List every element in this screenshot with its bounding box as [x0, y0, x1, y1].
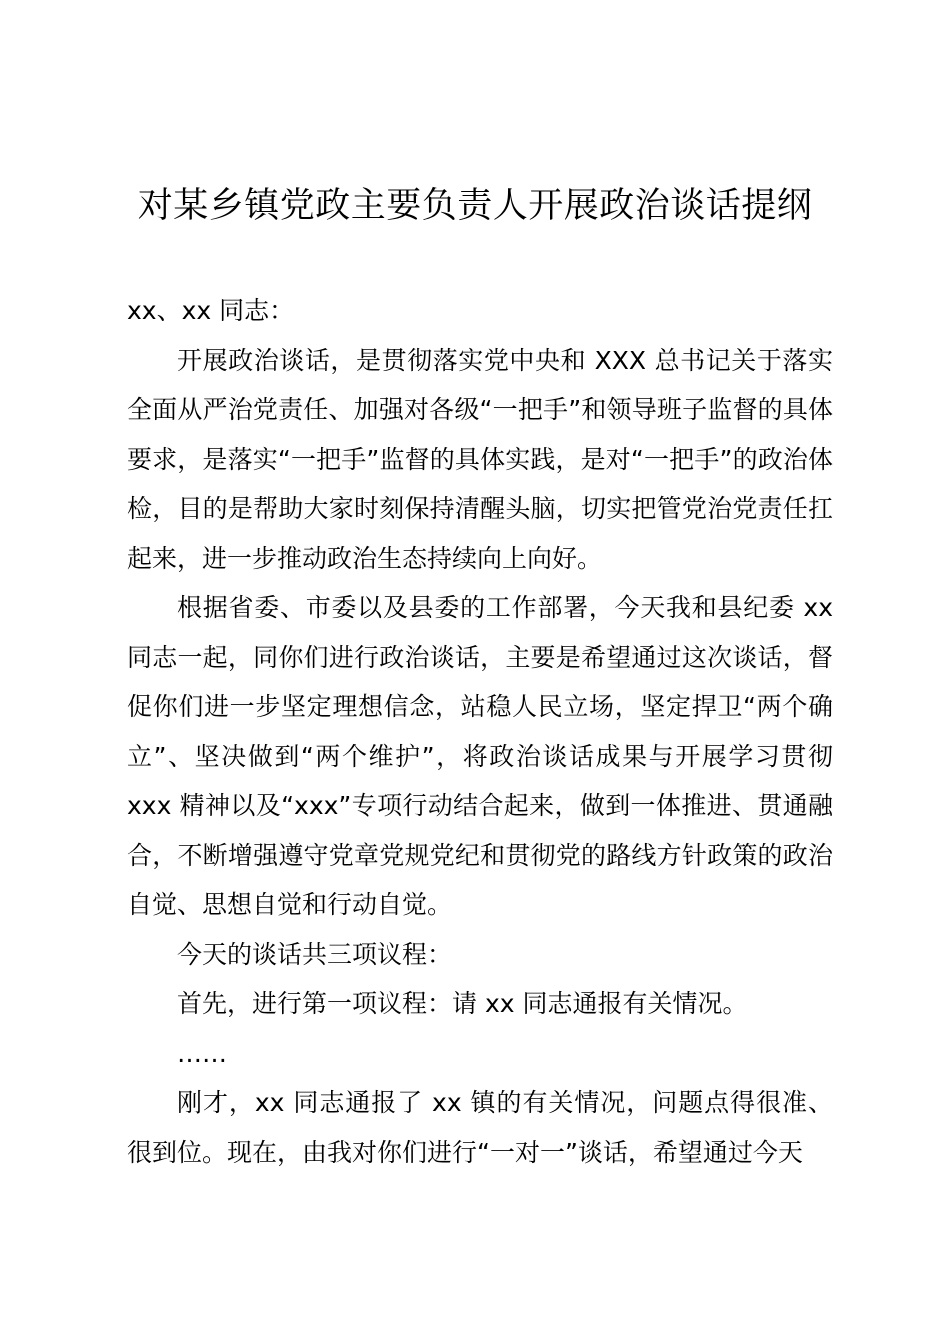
document-title: 对某乡镇党政主要负责人开展政治谈话提纲 — [137, 186, 813, 226]
paragraph-one-on-one: 刚才，xx 同志通报了 xx 镇的有关情况，问题点得很准、很到位。现在，由我对你们进行“一对一”谈话，希望通过今天 — [127, 1088, 833, 1167]
paragraph-purpose: 开展政治谈话，是贯彻落实党中央和 XXX 总书记关于落实全面从严治党责任、加强对各级“一把手”和领导班子监督的具体要求，是落实“一把手”监督的具体实践，是对“一把手”的政治体检，目的是帮助大家时刻保持清醒头脑，切实把管党治党责任扛起来，进一步推动政治生态持续向上向好。 — [127, 345, 833, 573]
salutation: xx、xx 同志： — [127, 296, 295, 325]
paragraph-agenda-intro: 今天的谈话共三项议程： — [177, 939, 453, 969]
paragraph-ellipsis: …… — [177, 1038, 227, 1068]
paragraph-deployment: 根据省委、市委以及县委的工作部署，今天我和县纪委 xx 同志一起，同你们进行政治谈话，主要是希望通过这次谈话，督促你们进一步坚定理想信念，站稳人民立场，坚定捍卫“两个确立”、坚决做到“两个维护”，将政治谈话成果与开展学习贯彻 xxx 精神以及“xxx”专项行动结合起来，做到一体推进、贯通融合，不断增强遵守党章党规党纪和贯彻党的路线方针政策的政治自觉、思想自觉和行动自觉。 — [127, 593, 833, 919]
paragraph-agenda-first: 首先，进行第一项议程：请 xx 同志通报有关情况。 — [177, 989, 748, 1018]
document-body — [127, 286, 833, 1177]
